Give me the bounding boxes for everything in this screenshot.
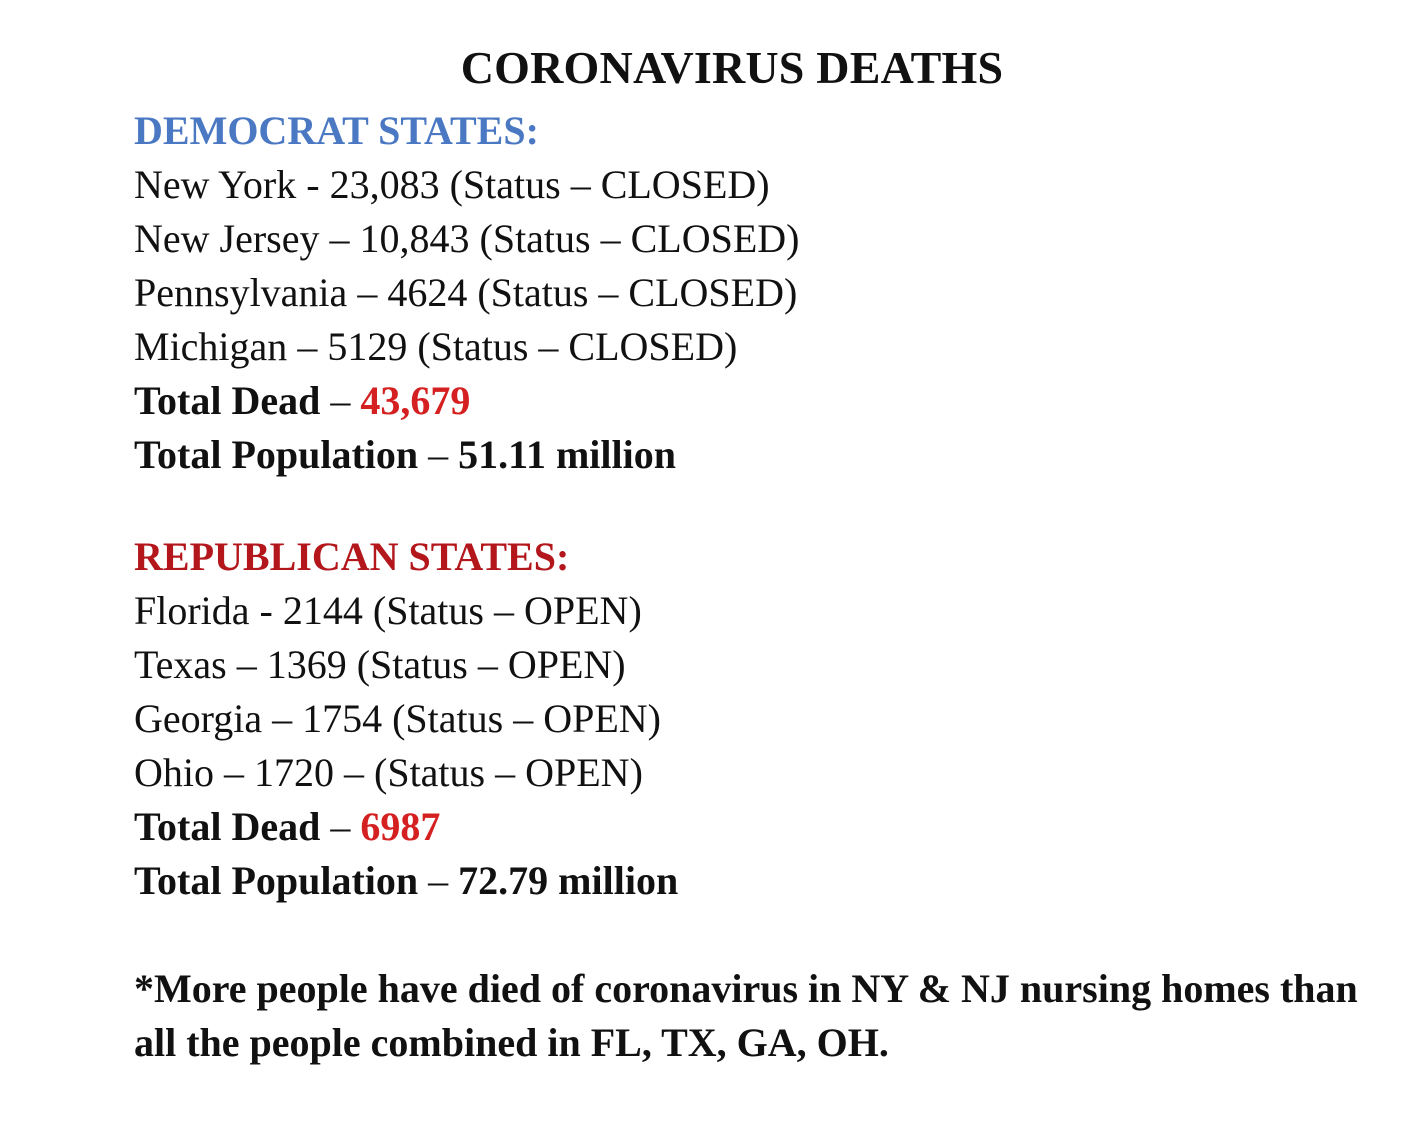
democrat-total-population	[134, 428, 1374, 482]
total-population-label: Total Population	[134, 858, 419, 903]
republican-total-population	[134, 854, 1374, 908]
total-dead-value: 43,679	[360, 378, 471, 423]
democrat-state-row	[134, 266, 1374, 320]
death-count: 23,083	[329, 162, 440, 207]
republican-state-row	[134, 584, 1374, 638]
democrat-total-dead	[134, 374, 1374, 428]
state-name: Ohio	[134, 750, 214, 795]
democrat-heading: DEMOCRAT STATES:	[134, 108, 539, 153]
status-text: – (Status – OPEN)	[334, 750, 643, 795]
footnote: *More people have died of coronavirus in NY & NJ nursing homes than all the people combined in FL, TX, GA, OH.	[134, 966, 1358, 1065]
republican-state-row	[134, 638, 1374, 692]
separator: –	[287, 324, 328, 369]
republican-state-row	[134, 746, 1374, 800]
status-text: (Status – OPEN)	[362, 588, 642, 633]
separator: –	[226, 642, 267, 687]
separator: –	[320, 378, 361, 423]
state-name: Georgia	[134, 696, 263, 741]
republican-state-row	[134, 692, 1374, 746]
state-name: Pennsylvania	[134, 270, 348, 315]
state-name: New York	[134, 162, 297, 207]
death-count: 5129	[327, 324, 408, 369]
separator: –	[418, 432, 459, 477]
separator: –	[319, 216, 360, 261]
democrat-section	[134, 104, 1374, 482]
separator: –	[347, 270, 388, 315]
death-count: 1754	[302, 696, 383, 741]
status-text: (Status – OPEN)	[346, 642, 626, 687]
death-count: 10,843	[359, 216, 470, 261]
republican-total-dead	[134, 800, 1374, 854]
democrat-state-row	[134, 158, 1374, 212]
state-name: Michigan	[134, 324, 288, 369]
state-name: New Jersey	[134, 216, 320, 261]
total-dead-label: Total Dead	[134, 378, 321, 423]
state-name: Texas	[134, 642, 227, 687]
democrat-state-row	[134, 212, 1374, 266]
separator: -	[296, 162, 330, 207]
democrat-state-row	[134, 320, 1374, 374]
total-population-label: Total Population	[134, 432, 419, 477]
state-name: Florida	[134, 588, 250, 633]
separator: –	[214, 750, 254, 795]
total-dead-label: Total Dead	[134, 804, 321, 849]
death-count: 1369	[266, 642, 347, 687]
total-population-value: 51.11 million	[458, 432, 676, 477]
death-count: 4624	[387, 270, 468, 315]
status-text: (Status – CLOSED)	[469, 216, 800, 261]
separator: -	[249, 588, 283, 633]
page-title: CORONAVIRUS DEATHS	[460, 42, 1004, 93]
death-count: 1720	[254, 750, 334, 795]
republican-heading: REPUBLICAN STATES:	[134, 534, 570, 579]
republican-section	[134, 530, 1374, 908]
status-text: (Status – OPEN)	[382, 696, 661, 741]
status-text: (Status – CLOSED)	[439, 162, 770, 207]
status-text: (Status – CLOSED)	[467, 270, 798, 315]
total-population-value: 72.79 million	[458, 858, 679, 903]
death-count: 2144	[282, 588, 363, 633]
separator: –	[418, 858, 459, 903]
separator: –	[320, 804, 361, 849]
total-dead-value: 6987	[360, 804, 441, 849]
separator: –	[262, 696, 303, 741]
status-text: (Status – CLOSED)	[407, 324, 738, 369]
